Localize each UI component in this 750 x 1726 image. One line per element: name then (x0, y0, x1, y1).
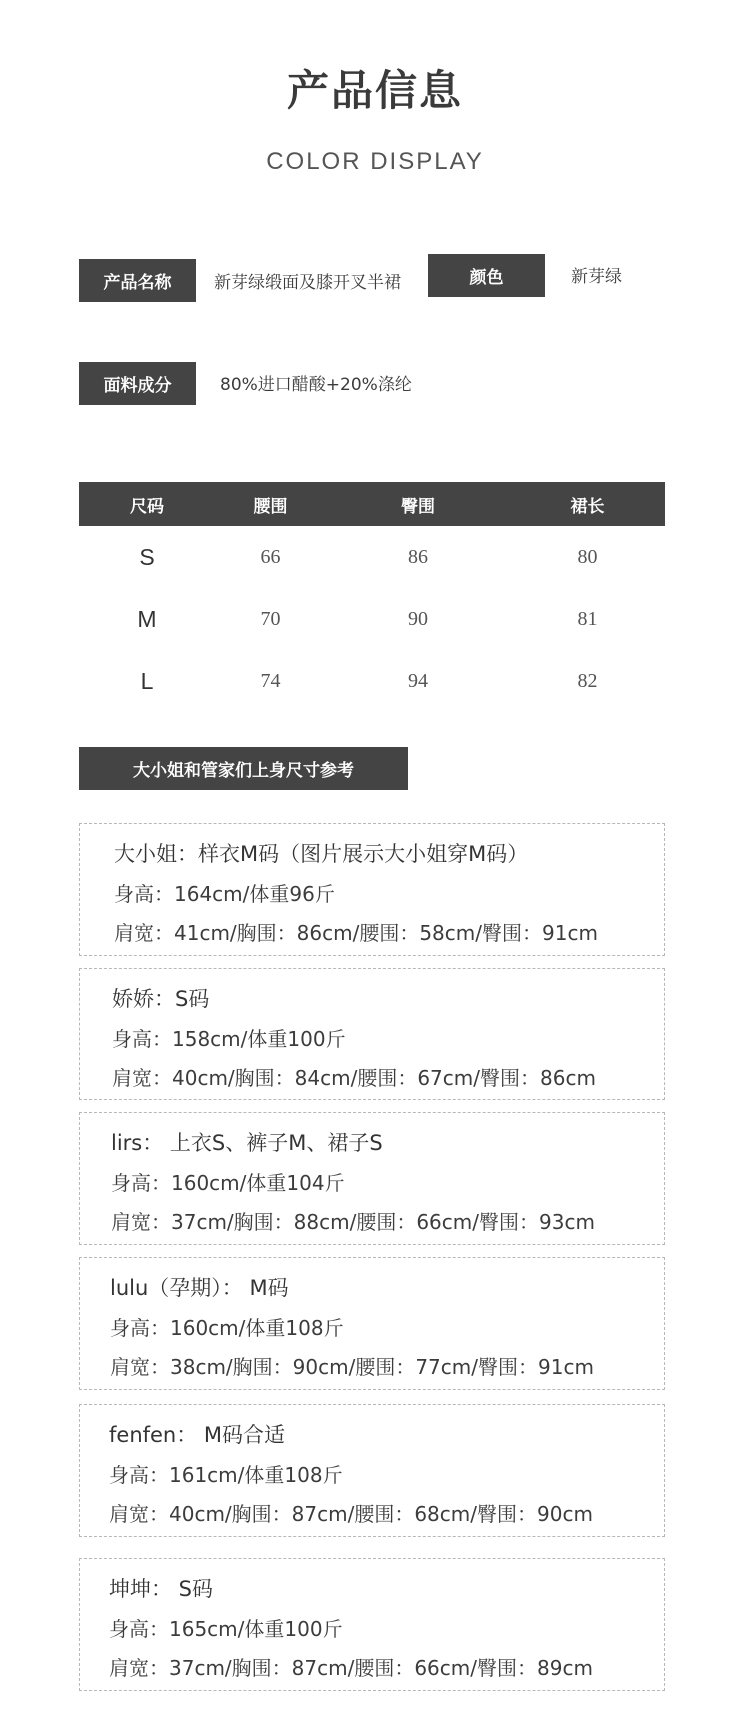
reference-card (79, 1112, 665, 1245)
size-cell: L (140, 667, 154, 694)
product-name-value: 新芽绿缎面及膝开叉半裙 (214, 273, 401, 293)
page-subtitle: COLOR DISPLAY (266, 148, 484, 175)
waist-cell: 70 (260, 607, 281, 630)
card-measurements: 肩宽：40cm/胸围：84cm/腰围：67cm/臀围：86cm (112, 1066, 596, 1090)
color-value: 新芽绿 (571, 267, 622, 287)
table-row (79, 650, 665, 712)
card-measurements: 肩宽：41cm/胸围：86cm/腰围：58cm/臀围：91cm (114, 921, 598, 945)
table-row (79, 526, 665, 588)
card-height-weight: 身高：158cm/体重100斤 (112, 1027, 346, 1051)
card-height-weight: 身高：165cm/体重100斤 (109, 1617, 343, 1641)
reference-card (79, 1558, 665, 1691)
card-measurements: 肩宽：37cm/胸围：87cm/腰围：66cm/臀围：89cm (109, 1656, 593, 1680)
page-title: 产品信息 (286, 66, 463, 115)
card-title: lulu（孕期）： M码 (110, 1276, 289, 1300)
hip-cell: 86 (408, 545, 428, 568)
length-cell: 82 (577, 669, 598, 692)
header-hip: 臀围 (401, 496, 435, 517)
reference-card (79, 823, 665, 956)
size-table-header (79, 482, 665, 526)
card-title: fenfen： M码合适 (109, 1423, 286, 1447)
header-size: 尺码 (130, 496, 164, 517)
hip-cell: 94 (408, 669, 428, 692)
card-measurements: 肩宽：37cm/胸围：88cm/腰围：66cm/臀围：93cm (111, 1210, 595, 1234)
color-label: 颜色 (428, 254, 545, 297)
card-title: 坤坤： S码 (109, 1577, 214, 1601)
size-cell: M (137, 605, 157, 632)
fabric-value: 80%进口醋酸+20%涤纶 (220, 375, 412, 395)
card-title: 娇娇：S码 (112, 987, 210, 1011)
size-cell: S (139, 543, 155, 570)
card-title: 大小姐：样衣M码（图片展示大小姐穿M码） (114, 842, 529, 866)
card-measurements: 肩宽：40cm/胸围：87cm/腰围：68cm/臀围：90cm (109, 1502, 593, 1526)
length-cell: 80 (577, 545, 598, 568)
reference-card (79, 968, 665, 1100)
size-table (79, 482, 665, 712)
length-cell: 81 (577, 607, 598, 630)
table-row (79, 588, 665, 650)
header-waist: 腰围 (253, 496, 288, 517)
product-name-label: 产品名称 (79, 259, 196, 302)
fabric-label: 面料成分 (79, 362, 196, 405)
waist-cell: 74 (260, 669, 281, 692)
reference-card (79, 1404, 665, 1537)
hip-cell: 90 (408, 607, 428, 630)
card-height-weight: 身高：160cm/体重108斤 (110, 1316, 344, 1340)
waist-cell: 66 (260, 545, 281, 568)
card-title: lirs： 上衣S、裤子M、裙子S (111, 1131, 383, 1155)
card-measurements: 肩宽：38cm/胸围：90cm/腰围：77cm/臀围：91cm (110, 1355, 594, 1379)
header-length: 裙长 (570, 496, 605, 517)
reference-card (79, 1257, 665, 1390)
card-height-weight: 身高：164cm/体重96斤 (114, 882, 335, 906)
card-height-weight: 身高：160cm/体重104斤 (111, 1171, 345, 1195)
card-height-weight: 身高：161cm/体重108斤 (109, 1463, 343, 1487)
reference-banner: 大小姐和管家们上身尺寸参考 (79, 747, 408, 790)
